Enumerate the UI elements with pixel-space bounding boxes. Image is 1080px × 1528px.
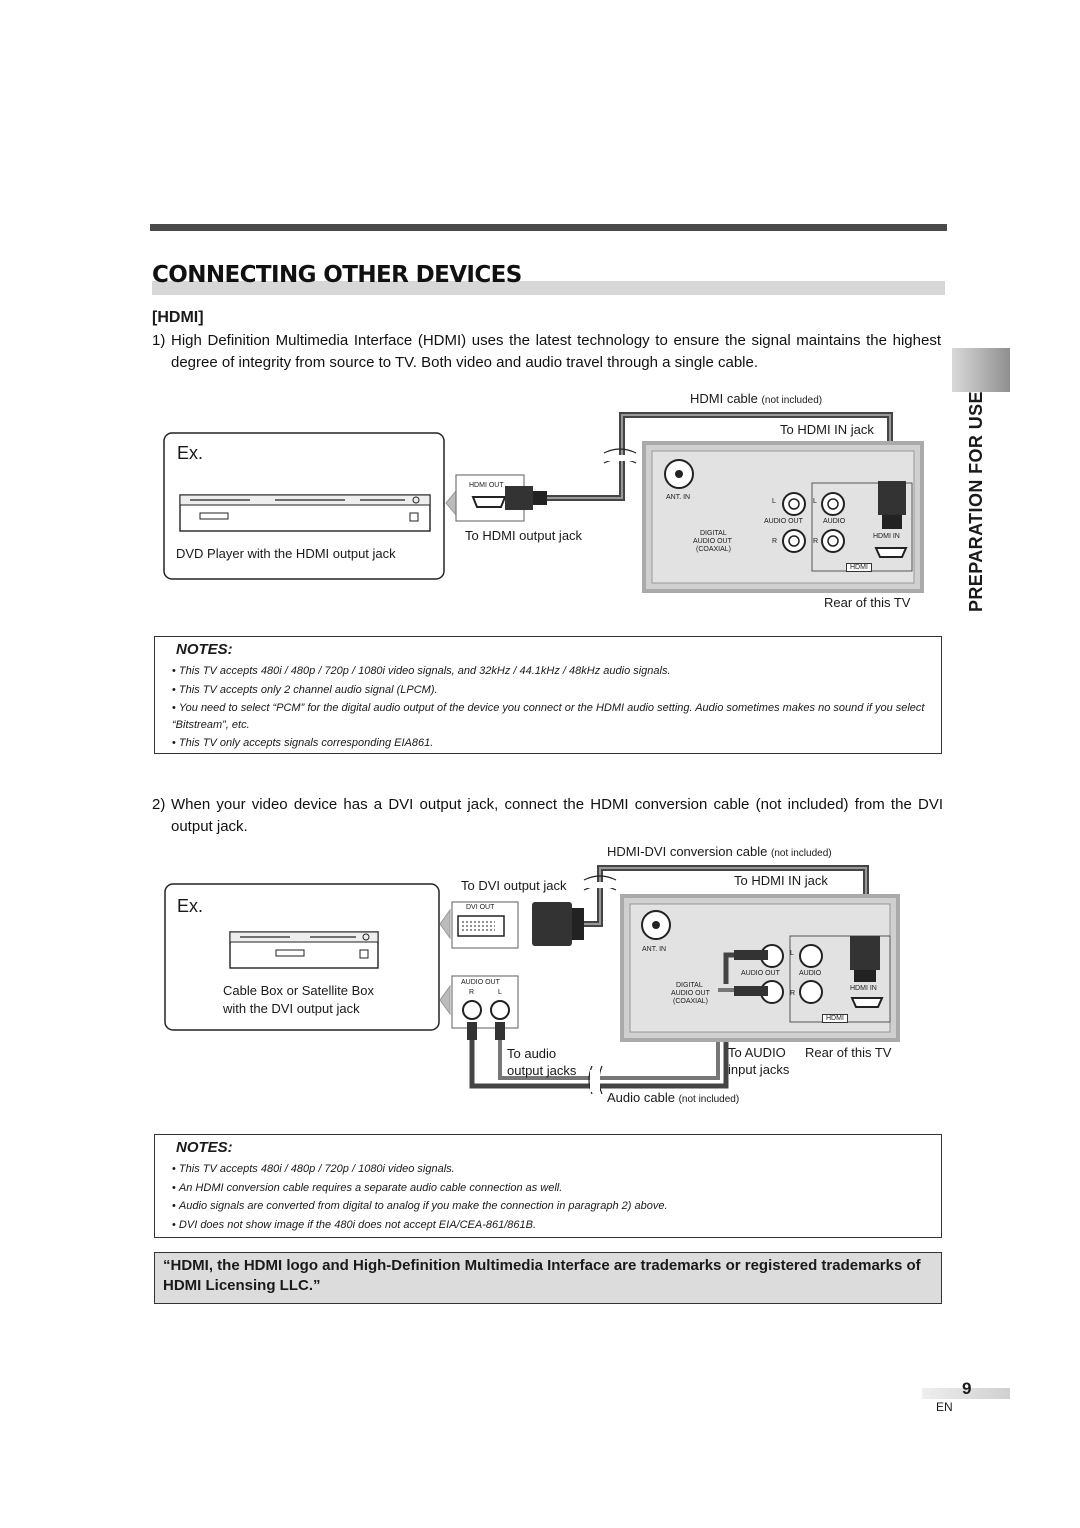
to-audio-input-label-2: input jacks	[728, 1062, 790, 1077]
coaxial-label: (COAXIAL)	[696, 546, 732, 553]
audio-cable-label: Audio cable (not included)	[607, 1090, 740, 1105]
top-rule	[150, 224, 947, 231]
example-label: Ex.	[177, 443, 204, 463]
page-number: 9	[962, 1379, 972, 1398]
hdmi-logo-label: HDMI	[846, 563, 872, 572]
to-hdmi-in-label-2: To HDMI IN jack	[734, 873, 828, 888]
note-item: • DVI does not show image if the 480i does not accept EIA/CEA-861/861B.	[172, 1217, 928, 1234]
side-tab-label: PREPARATION FOR USE	[966, 391, 986, 612]
to-hdmi-in-label: To HDMI IN jack	[780, 422, 874, 437]
note-item: • This TV accepts 480i / 480p / 720p / 1080i video signals.	[172, 1161, 928, 1178]
para2-number: 2)	[152, 796, 166, 813]
digital-audio-out-label-2: AUDIO OUT	[671, 990, 710, 997]
para1-text: High Definition Multimedia Interface (HDMI) uses the latest technology to ensure the signal maintains the highest degree of integrity from source to TV. Both video and audio travel through a single cable.	[171, 332, 941, 371]
ant-in-label: ANT. IN	[666, 494, 691, 501]
language-label: EN	[936, 1400, 953, 1414]
coaxial-label-2: (COAXIAL)	[673, 998, 709, 1005]
note-item: • An HDMI conversion cable requires a separate audio cable connection as well.	[172, 1180, 928, 1197]
hdmi-cable-label: HDMI cable (not included)	[690, 391, 823, 406]
audio-out-label: AUDIO OUT	[764, 518, 803, 525]
notes-list-1	[172, 663, 928, 752]
audio-l-label: L	[813, 498, 817, 505]
hdmi-in-label-2: HDMI IN	[850, 985, 877, 992]
digital-label-2: DIGITAL	[676, 982, 703, 989]
rear-of-tv-label-2: Rear of this TV	[805, 1045, 892, 1060]
to-audio-input-label-1: To AUDIO	[728, 1045, 786, 1060]
page-title: CONNECTING OTHER DEVICES	[152, 262, 522, 288]
notes-title-2: NOTES:	[176, 1139, 233, 1156]
hdmi-in-label: HDMI IN	[873, 533, 900, 540]
audio-label: AUDIO	[823, 518, 846, 525]
note-item: • This TV accepts only 2 channel audio signal (LPCM).	[172, 682, 928, 699]
digital-label: DIGITAL	[700, 530, 727, 537]
digital-audio-out-label: AUDIO OUT	[693, 538, 732, 545]
dvd-player-icon	[180, 495, 430, 531]
hdmi-out-label: HDMI OUT	[469, 482, 504, 489]
cable-box-label-2: with the DVI output jack	[223, 1001, 360, 1016]
to-audio-output-label-1: To audio	[507, 1046, 557, 1061]
hdmi-logo-label-2: HDMI	[822, 1014, 848, 1023]
trademark-text: “HDMI, the HDMI logo and High-Definition Multimedia Interface are trademarks or registered trademarks of HDMI Licensing LLC.”	[163, 1257, 921, 1294]
note-item: • This TV accepts 480i / 480p / 720p / 1080i video signals, and 32kHz / 44.1kHz / 48kHz audio signals.	[172, 663, 928, 680]
audio-out-l-label: L	[498, 989, 502, 996]
to-dvi-output-label: To DVI output jack	[461, 878, 567, 893]
para1-number: 1)	[152, 332, 166, 349]
audio-r-label-2: R	[790, 990, 796, 997]
to-hdmi-output-label: To HDMI output jack	[465, 528, 583, 543]
audio-r-label: R	[813, 538, 819, 545]
audio-out-label-2: AUDIO OUT	[741, 970, 780, 977]
audio-out-r-label: R	[469, 989, 475, 996]
cable-box-label-1: Cable Box or Satellite Box	[223, 983, 375, 998]
dvi-out-label: DVI OUT	[466, 904, 495, 911]
notes-title-1: NOTES:	[176, 641, 233, 658]
hdmi-dvi-cable-label: HDMI-DVI conversion cable (not included)	[607, 844, 832, 859]
dvd-player-label: DVD Player with the HDMI output jack	[176, 546, 396, 561]
note-item: • You need to select “PCM” for the digital audio output of the device you connect or the HDMI audio setting. Audio sometimes makes no sound if you select “Bitstream”, etc.	[172, 700, 928, 733]
para2-text: When your video device has a DVI output jack, connect the HDMI conversion cable (not included) from the DVI output jack.	[171, 796, 943, 835]
rear-of-tv-label: Rear of this TV	[824, 595, 911, 610]
note-item: • Audio signals are converted from digital to analog if you make the connection in paragraph 2) above.	[172, 1198, 928, 1215]
audio-l-label-2: L	[790, 950, 794, 957]
ant-in-label-2: ANT. IN	[642, 946, 667, 953]
diagram-hdmi-connection	[160, 385, 950, 620]
to-audio-output-label-2: output jacks	[507, 1063, 577, 1078]
side-tab-marker	[952, 348, 1010, 392]
cable-box-icon	[230, 932, 378, 968]
example-label-2: Ex.	[177, 896, 204, 916]
hdmi-diagram-svg	[160, 385, 950, 620]
audio-out-r-label: R	[772, 538, 778, 545]
audio-label-2: AUDIO	[799, 970, 822, 977]
section-heading: [HDMI]	[152, 309, 204, 326]
audio-out-l-label: L	[772, 498, 776, 505]
notes-list-2	[172, 1161, 928, 1233]
note-item: • This TV only accepts signals corresponding EIA861.	[172, 735, 928, 752]
audio-out-jack-label: AUDIO OUT	[461, 979, 500, 986]
